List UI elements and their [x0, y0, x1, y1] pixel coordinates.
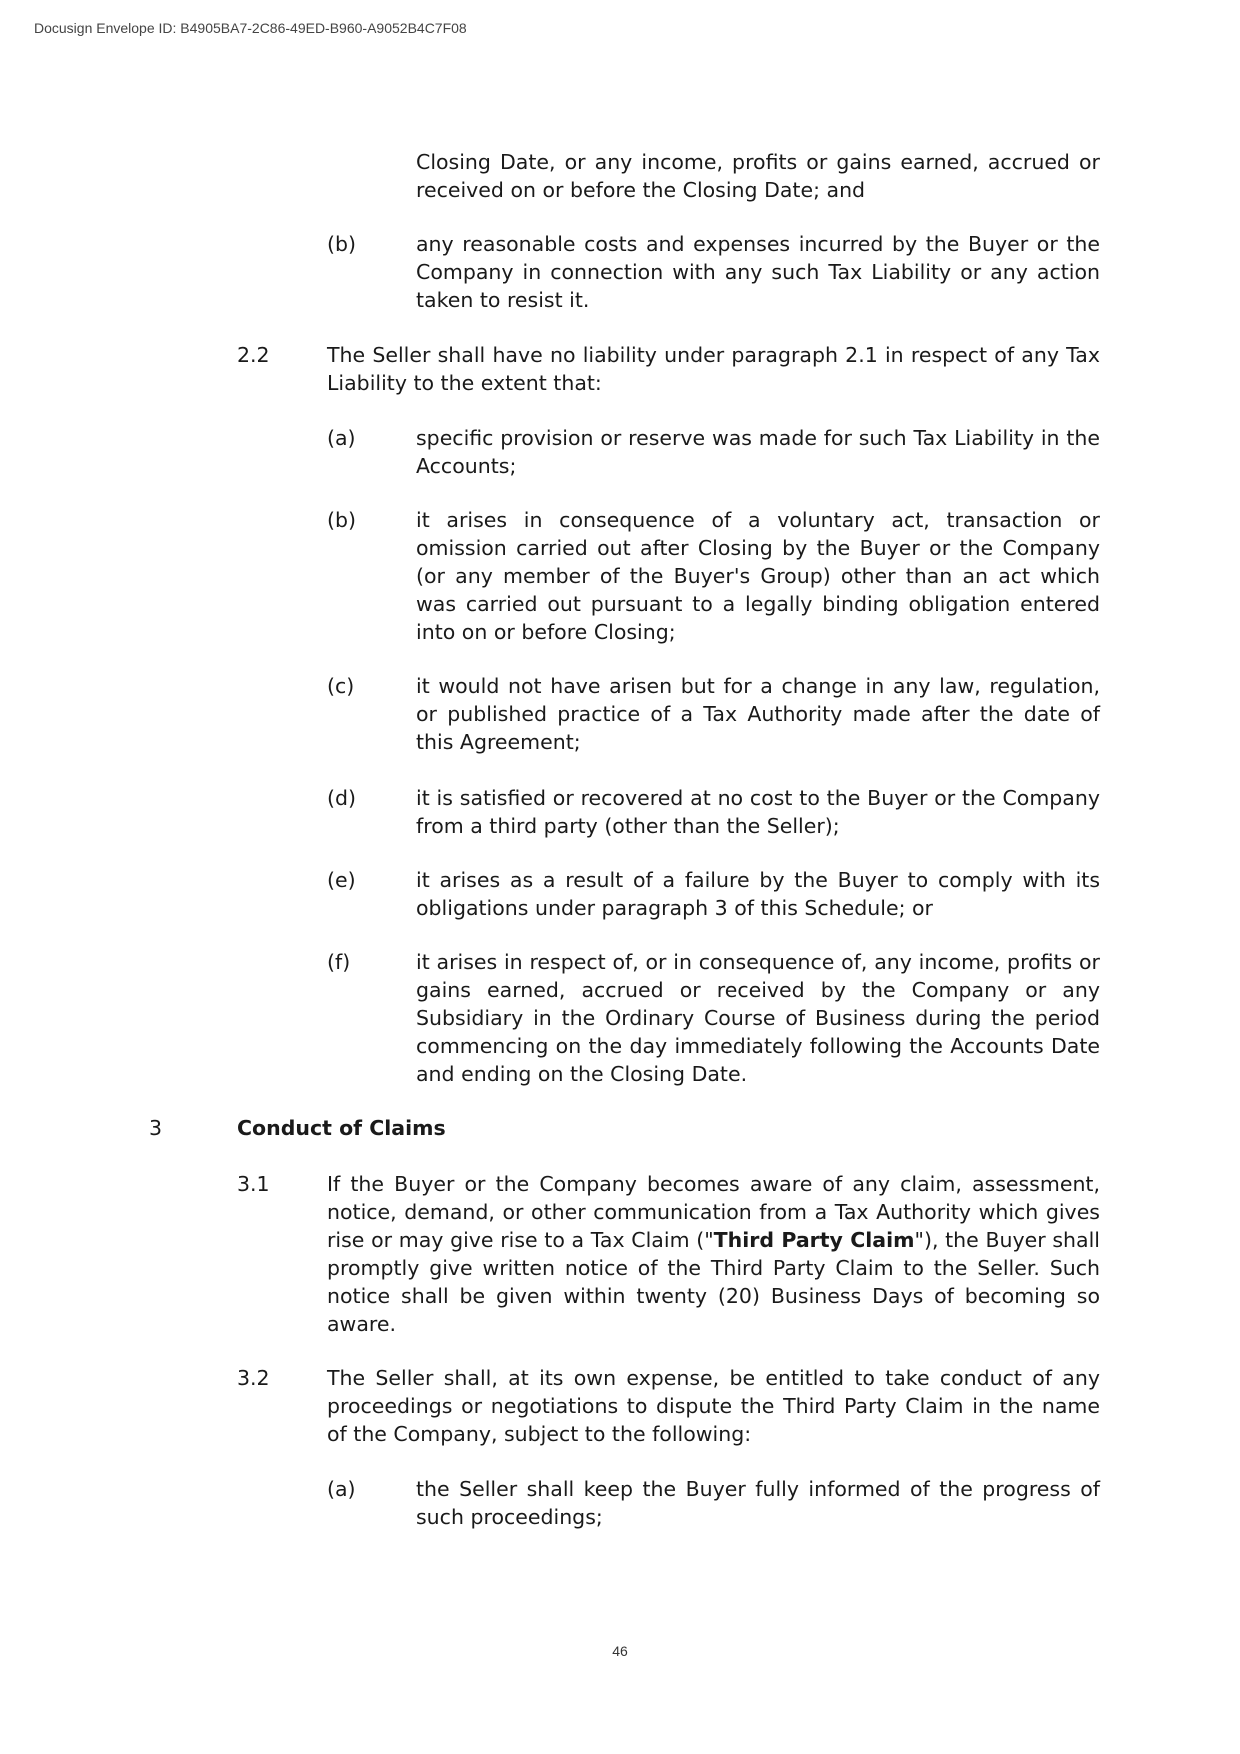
item-text: it would not have arisen but for a change in any law, regulation, or published practice of a Tax Authority made after the date of this Agreement; [416, 674, 1100, 754]
clause-text: The Seller shall, at its own expense, be entitled to take conduct of any proceedings or negotiations to dispute the Third Party Claim in the name of the Company, subject to the following: [327, 1366, 1100, 1446]
page-number: 46 [612, 1643, 628, 1659]
item-label: (f) [327, 950, 351, 974]
item-text: it arises in respect of, or in consequence of, any income, profits or gains earned, accrued or received by the Company or any Subsidiary in the Ordinary Course of Business during the period commencing on the day immediately following the Accounts Date and ending on the Closing Date. [416, 950, 1100, 1086]
clause-text: The Seller shall have no liability under paragraph 2.1 in respect of any Tax Liability to the extent that: [327, 343, 1100, 395]
item-text: it arises in consequence of a voluntary act, transaction or omission carried out after Closing by the Buyer or the Company (or any member of the Buyer's Group) other than an act which was carried out pursuant to a legally binding obligation entered into on or before Closing; [416, 508, 1100, 644]
clause-number: 3.2 [237, 1366, 270, 1390]
item-label: (e) [327, 868, 356, 892]
defined-term: Third Party Claim [713, 1228, 915, 1252]
item-label: (c) [327, 674, 355, 698]
section-heading: Conduct of Claims [237, 1116, 446, 1140]
section-number: 3 [149, 1116, 163, 1140]
clause-text [327, 1170, 1100, 1338]
item-text: the Seller shall keep the Buyer fully informed of the progress of such proceedings; [416, 1477, 1100, 1529]
item-text: specific provision or reserve was made for such Tax Liability in the Accounts; [416, 426, 1100, 478]
item-label: (b) [327, 232, 357, 256]
item-label: (a) [327, 1477, 356, 1501]
item-label: (d) [327, 786, 357, 810]
clause-text-part: "), the Buyer shall promptly give written notice of the Third Party Claim to the Seller. Such notice shall be given within twenty (20) Business Days of becoming so aware. [327, 1228, 1100, 1336]
envelope-id: Docusign Envelope ID: B4905BA7-2C86-49ED-B960-A9052B4C7F08 [34, 20, 467, 36]
item-text: it is satisfied or recovered at no cost to the Buyer or the Company from a third party (other than the Seller); [416, 786, 1100, 838]
item-label: (b) [327, 508, 357, 532]
continuation-text: Closing Date, or any income, profits or gains earned, accrued or received on or before the Closing Date; and [416, 150, 1100, 202]
clause-number: 3.1 [237, 1172, 270, 1196]
clause-number: 2.2 [237, 343, 270, 367]
item-label: (a) [327, 426, 356, 450]
item-text: it arises as a result of a failure by the Buyer to comply with its obligations under paragraph 3 of this Schedule; or [416, 868, 1100, 920]
item-text: any reasonable costs and expenses incurred by the Buyer or the Company in connection with any such Tax Liability or any action taken to resist it. [416, 232, 1100, 312]
clause-text-part: If the Buyer or the Company becomes aware of any claim, assessment, notice, demand, or other communication from a Tax Authority which gives rise or may give rise to a Tax Claim (" [327, 1172, 1100, 1252]
